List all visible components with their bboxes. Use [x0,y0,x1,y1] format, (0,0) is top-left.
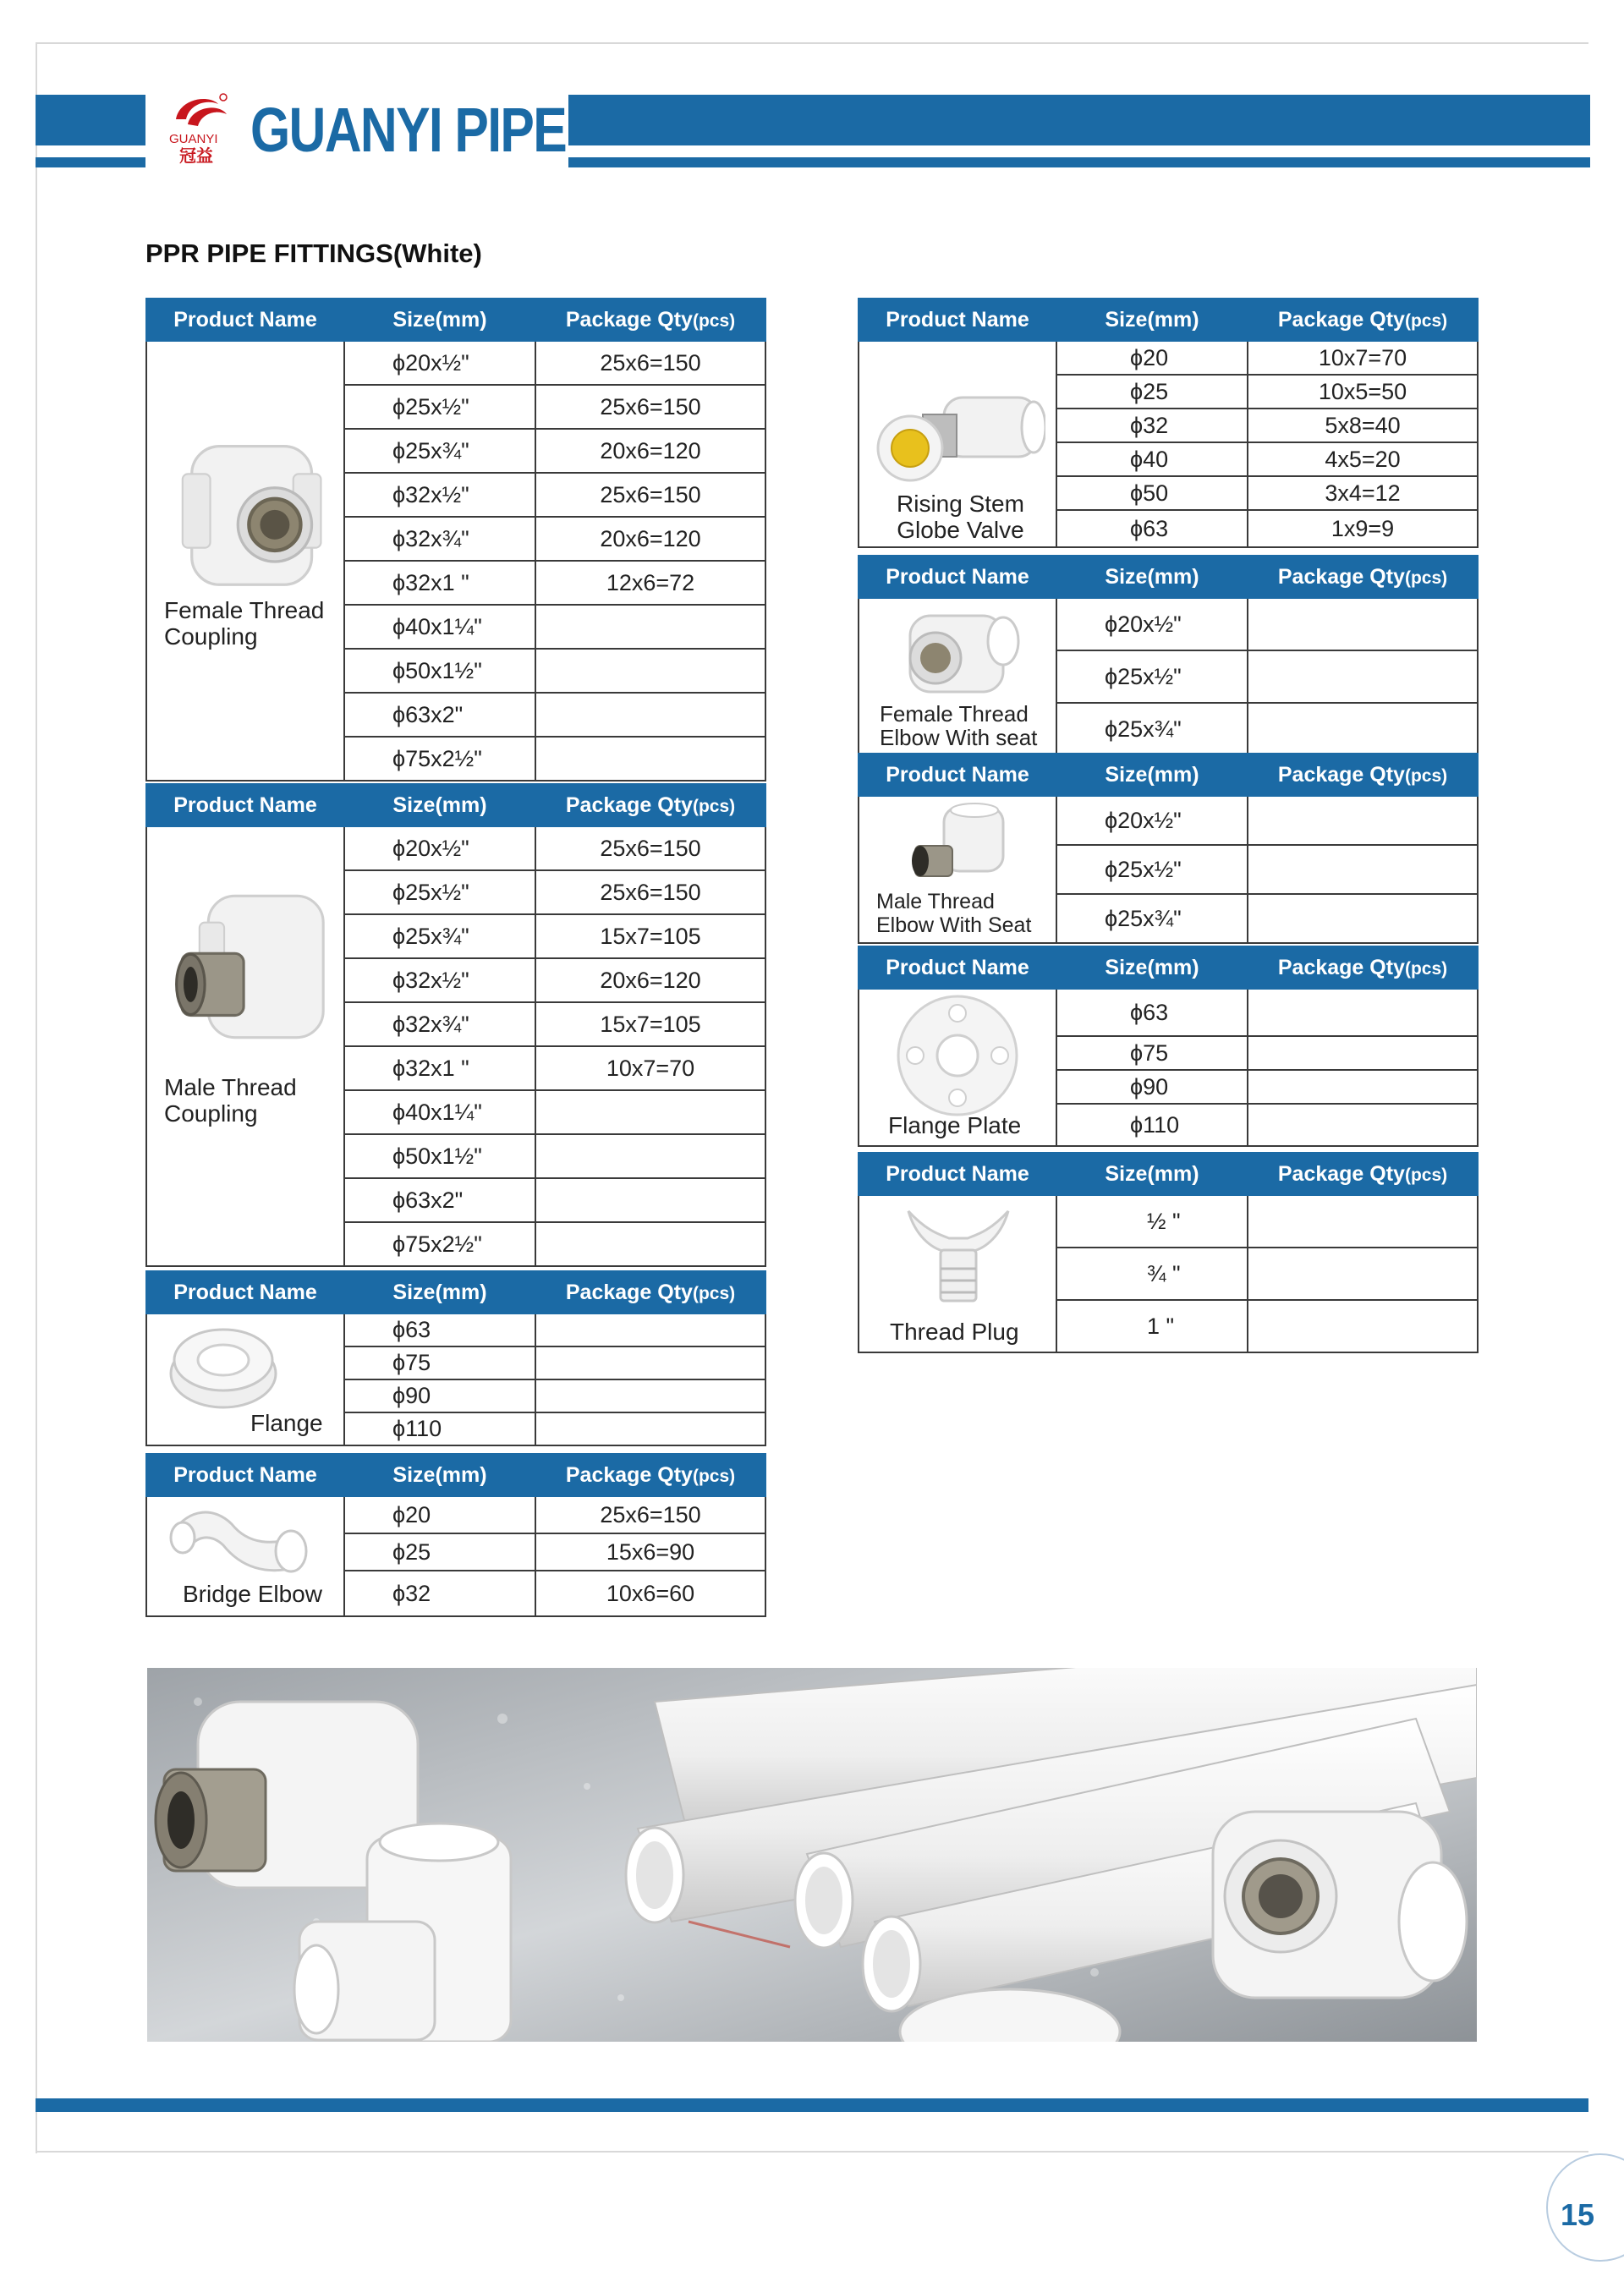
size-cell: ϕ40x1¼" [344,1090,535,1134]
header-package-qty: Package Qty(pcs) [1248,946,1478,989]
flange-icon [164,1321,283,1414]
qty-cell: 4x5=20 [1248,442,1478,476]
header-product-name: Product Name [859,754,1056,796]
size-cell: ϕ25x¾" [1056,703,1248,755]
size-cell: ϕ63x2" [344,693,535,737]
male-thread-coupling-icon [164,869,341,1064]
table-header-row [146,1271,765,1313]
table-female-thread-elbow-with-seat [858,555,1479,756]
header-size: Size(mm) [344,299,535,341]
size-cell: ϕ20x½" [344,341,535,385]
size-cell: ϕ50x1½" [344,1134,535,1178]
qty-cell: 25x6=150 [535,1496,765,1533]
size-cell: ϕ32 [1056,409,1248,442]
brand-name: GUANYI PIPE [250,95,567,165]
qty-cell [1248,1300,1478,1352]
flange-plate-icon [890,995,1025,1122]
product-name: Flange Plate [888,1112,1022,1138]
page-number: 15 [1561,2197,1595,2232]
qty-cell [1248,845,1478,894]
table-bridge-elbow [145,1453,766,1617]
header-product-name: Product Name [859,299,1056,341]
product-cell [859,341,1056,547]
qty-cell [535,1346,765,1379]
product-photo-illustration [147,1668,1477,2042]
male-thread-elbow-icon [902,802,1012,886]
header-bar-left [36,95,145,145]
qty-cell [1248,1248,1478,1300]
qty-cell [535,1379,765,1412]
header-product-name: Product Name [859,556,1056,598]
size-cell: ϕ20 [1056,341,1248,375]
header-size: Size(mm) [344,1454,535,1496]
table-header-row [859,946,1478,989]
size-cell: ϕ75 [344,1346,535,1379]
header-product-name: Product Name [146,1454,344,1496]
size-cell: ϕ63x2" [344,1178,535,1222]
qty-cell: 12x6=72 [535,561,765,605]
size-cell: ϕ25x¾" [1056,894,1248,943]
product-cell [146,826,344,1266]
table-row [859,598,1478,650]
header-package-qty: Package Qty(pcs) [1248,754,1478,796]
qty-cell [535,649,765,693]
qty-cell: 10x7=70 [1248,341,1478,375]
size-cell: ϕ32x1 " [344,1046,535,1090]
header-bar-right-thin [568,157,1590,167]
table-flange-plate [858,946,1479,1147]
header-product-name: Product Name [146,299,344,341]
size-cell: ϕ50x1½" [344,649,535,693]
size-cell: ϕ75x2½" [344,1222,535,1266]
qty-cell: 25x6=150 [535,341,765,385]
size-cell: ½ " [1056,1195,1248,1248]
rising-stem-globe-valve-icon [876,381,1045,491]
table-header-row [146,784,765,826]
table-row [859,796,1478,845]
qty-cell [1248,703,1478,755]
size-cell: ϕ32x1 " [344,561,535,605]
header-package-qty: Package Qty(pcs) [1248,299,1478,341]
qty-cell: 10x7=70 [535,1046,765,1090]
page-border-left [36,42,37,2153]
table-male-thread-coupling [145,783,766,1267]
size-cell: 1 " [1056,1300,1248,1352]
size-cell: ϕ32x½" [344,473,535,517]
table-row [146,1313,765,1346]
qty-cell [1248,894,1478,943]
table-row [146,1496,765,1533]
qty-cell: 25x6=150 [535,826,765,870]
product-cell [146,341,344,781]
size-cell: ϕ25x½" [344,385,535,429]
header-size: Size(mm) [1056,556,1248,598]
size-cell: ϕ75x2½" [344,737,535,781]
size-cell: ϕ25 [344,1533,535,1571]
table-header-row [859,1153,1478,1195]
product-name: Female Thread Coupling [164,597,325,650]
qty-cell: 10x6=60 [535,1571,765,1616]
table-flange [145,1270,766,1446]
table-header-row [146,299,765,341]
qty-cell [1248,796,1478,845]
table-row [859,989,1478,1036]
header-product-name: Product Name [859,946,1056,989]
qty-cell: 1x9=9 [1248,510,1478,547]
table-female-thread-coupling [145,298,766,782]
size-cell: ¾ " [1056,1248,1248,1300]
header-bar-left-thin [36,157,145,167]
header-package-qty: Package Qty(pcs) [1248,556,1478,598]
qty-cell: 20x6=120 [535,429,765,473]
size-cell: ϕ20x½" [344,826,535,870]
size-cell: ϕ90 [1056,1070,1248,1104]
size-cell: ϕ32x½" [344,958,535,1002]
product-name: Rising Stem Globe Valve [897,491,1024,543]
qty-cell: 15x7=105 [535,914,765,958]
header-size: Size(mm) [344,784,535,826]
size-cell: ϕ110 [344,1412,535,1445]
header-size: Size(mm) [1056,299,1248,341]
brand-logo [162,89,567,173]
qty-cell [1248,1036,1478,1070]
product-cell [859,796,1056,943]
product-name: Thread Plug [890,1319,1019,1345]
table-rising-stem-globe-valve [858,298,1479,548]
product-photo [147,1668,1477,2042]
table-header-row [859,299,1478,341]
thread-plug-icon [902,1201,1015,1311]
size-cell: ϕ63 [344,1313,535,1346]
size-cell: ϕ90 [344,1379,535,1412]
qty-cell [535,1134,765,1178]
qty-cell [1248,1195,1478,1248]
brand-mark-icon [167,90,233,167]
qty-cell [1248,650,1478,703]
size-cell: ϕ50 [1056,476,1248,510]
product-name: Bridge Elbow [183,1581,322,1607]
header-product-name: Product Name [859,1153,1056,1195]
size-cell: ϕ20x½" [1056,598,1248,650]
size-cell: ϕ40x1¼" [344,605,535,649]
qty-cell [1248,1104,1478,1146]
footer-bar [36,2098,1588,2112]
table-row [859,1195,1478,1248]
qty-cell [535,1178,765,1222]
qty-cell [535,737,765,781]
size-cell: ϕ32 [344,1571,535,1616]
size-cell: ϕ32x¾" [344,1002,535,1046]
table-header-row [146,1454,765,1496]
header-package-qty: Package Qty(pcs) [535,1454,765,1496]
size-cell: ϕ63 [1056,989,1248,1036]
product-cell [146,1496,344,1616]
header-size: Size(mm) [1056,1153,1248,1195]
size-cell: ϕ110 [1056,1104,1248,1146]
table-header-row [859,754,1478,796]
size-cell: ϕ20x½" [1056,796,1248,845]
header-package-qty: Package Qty(pcs) [535,784,765,826]
product-name: Male Thread Elbow With Seat [876,890,1032,937]
qty-cell: 5x8=40 [1248,409,1478,442]
product-name: Female Thread Elbow With seat [880,701,1038,750]
size-cell: ϕ63 [1056,510,1248,547]
product-name: Male Thread Coupling [164,1074,297,1127]
qty-cell [1248,989,1478,1036]
qty-cell [535,693,765,737]
qty-cell [1248,598,1478,650]
header-product-name: Product Name [146,1271,344,1313]
qty-cell [535,1313,765,1346]
header-size: Size(mm) [1056,754,1248,796]
size-cell: ϕ32x¾" [344,517,535,561]
qty-cell: 25x6=150 [535,385,765,429]
qty-cell [535,1222,765,1266]
qty-cell: 20x6=120 [535,958,765,1002]
brand-mark-text-cjk: 冠益 [179,145,213,166]
qty-cell: 3x4=12 [1248,476,1478,510]
header-bar-right [568,95,1590,145]
bridge-elbow-icon [164,1499,308,1577]
qty-cell [535,605,765,649]
section-title: PPR PIPE FITTINGS(White) [145,239,482,268]
qty-cell: 20x6=120 [535,517,765,561]
table-header-row [859,556,1478,598]
size-cell: ϕ25x½" [1056,650,1248,703]
product-cell [859,989,1056,1146]
product-cell [859,1195,1056,1352]
table-row [146,826,765,870]
female-thread-coupling-icon [164,409,348,612]
page-border-top [36,42,1588,44]
size-cell: ϕ25x½" [1056,845,1248,894]
qty-cell: 15x7=105 [535,1002,765,1046]
qty-cell: 25x6=150 [535,870,765,914]
table-male-thread-elbow-with-seat [858,753,1479,944]
header-size: Size(mm) [344,1271,535,1313]
female-thread-elbow-icon [893,607,1029,700]
table-row [146,341,765,385]
header-package-qty: Package Qty(pcs) [535,1271,765,1313]
header-package-qty: Package Qty(pcs) [1248,1153,1478,1195]
qty-cell [1248,1070,1478,1104]
size-cell: ϕ75 [1056,1036,1248,1070]
header-package-qty: Package Qty(pcs) [535,299,765,341]
size-cell: ϕ25x¾" [344,429,535,473]
qty-cell: 25x6=150 [535,473,765,517]
brand-mark-text-latin: GUANYI [169,132,218,146]
size-cell: ϕ40 [1056,442,1248,476]
header-size: Size(mm) [1056,946,1248,989]
qty-cell: 15x6=90 [535,1533,765,1571]
header-product-name: Product Name [146,784,344,826]
size-cell: ϕ25x½" [344,870,535,914]
table-thread-plug [858,1152,1479,1353]
size-cell: ϕ25x¾" [344,914,535,958]
page-border-bottom [36,2151,1588,2153]
qty-cell [535,1090,765,1134]
product-name: Flange [250,1410,323,1436]
size-cell: ϕ25 [1056,375,1248,409]
qty-cell: 10x5=50 [1248,375,1478,409]
qty-cell [535,1412,765,1445]
product-cell [146,1313,344,1445]
size-cell: ϕ20 [344,1496,535,1533]
product-cell [859,598,1056,755]
table-row [859,341,1478,375]
